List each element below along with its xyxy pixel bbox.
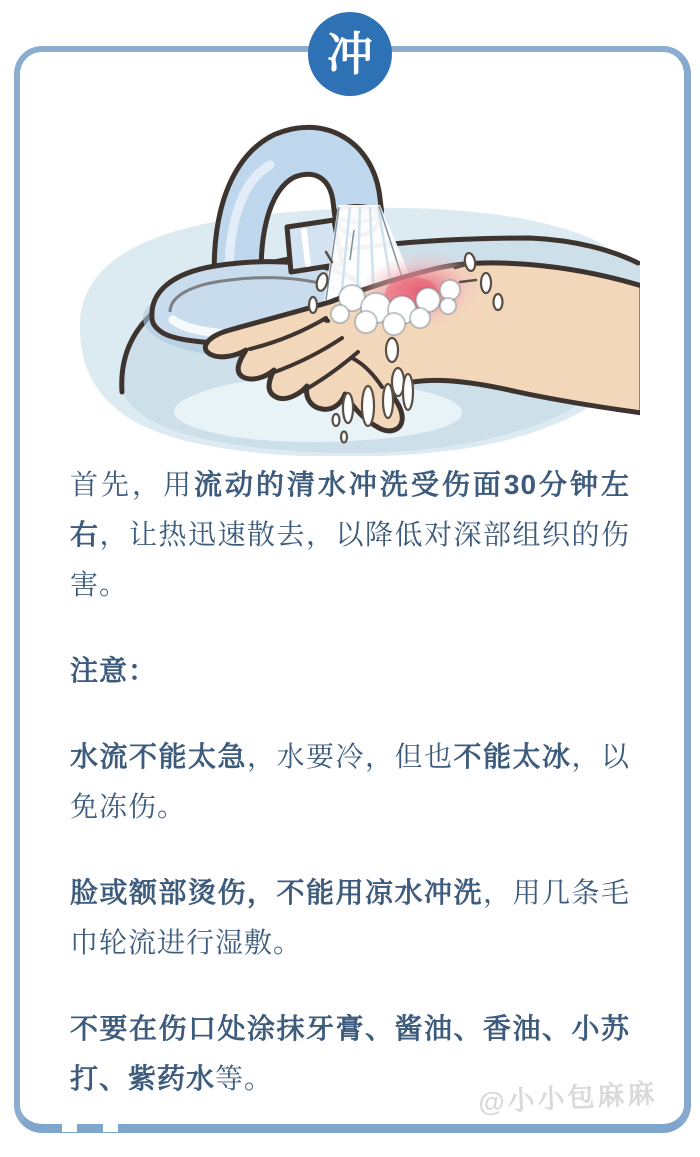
watermark: @小小包麻麻 [477,1078,659,1118]
article [70,460,630,1140]
rinse-illustration [60,108,640,456]
text-run: 首先，用 [70,469,194,500]
text-run: ，以免冻伤。 [70,741,630,822]
text-run: ，让热迅速散去，以降低对深部组织的伤害。 [70,519,630,600]
text-run-bold: 注意： [70,655,158,686]
step-badge-label: 冲 [327,28,373,80]
step-badge [308,12,392,96]
text-run-bold: 脸或额部烫伤，不能用凉水冲洗 [70,877,483,908]
text-run-bold: 不能太冰 [453,741,572,772]
text-run-bold: 不要在伤口处涂抹牙膏、酱油、香油、小苏打、紫药水 [70,1013,630,1094]
text-run: 等。 [215,1063,274,1094]
text-run-bold: 水流不能太急 [70,741,247,772]
text-run: ，水要冷，但也 [246,741,454,772]
paragraph-flow [70,732,630,832]
text-run: ，用几条毛巾轮流进行湿敷。 [70,877,630,958]
paragraph-note-heading [70,646,630,696]
paragraph-face [70,868,630,968]
paragraph-rinse [70,460,630,610]
text-run-bold: 流动的清水冲洗受伤面30分钟左右 [70,469,630,550]
